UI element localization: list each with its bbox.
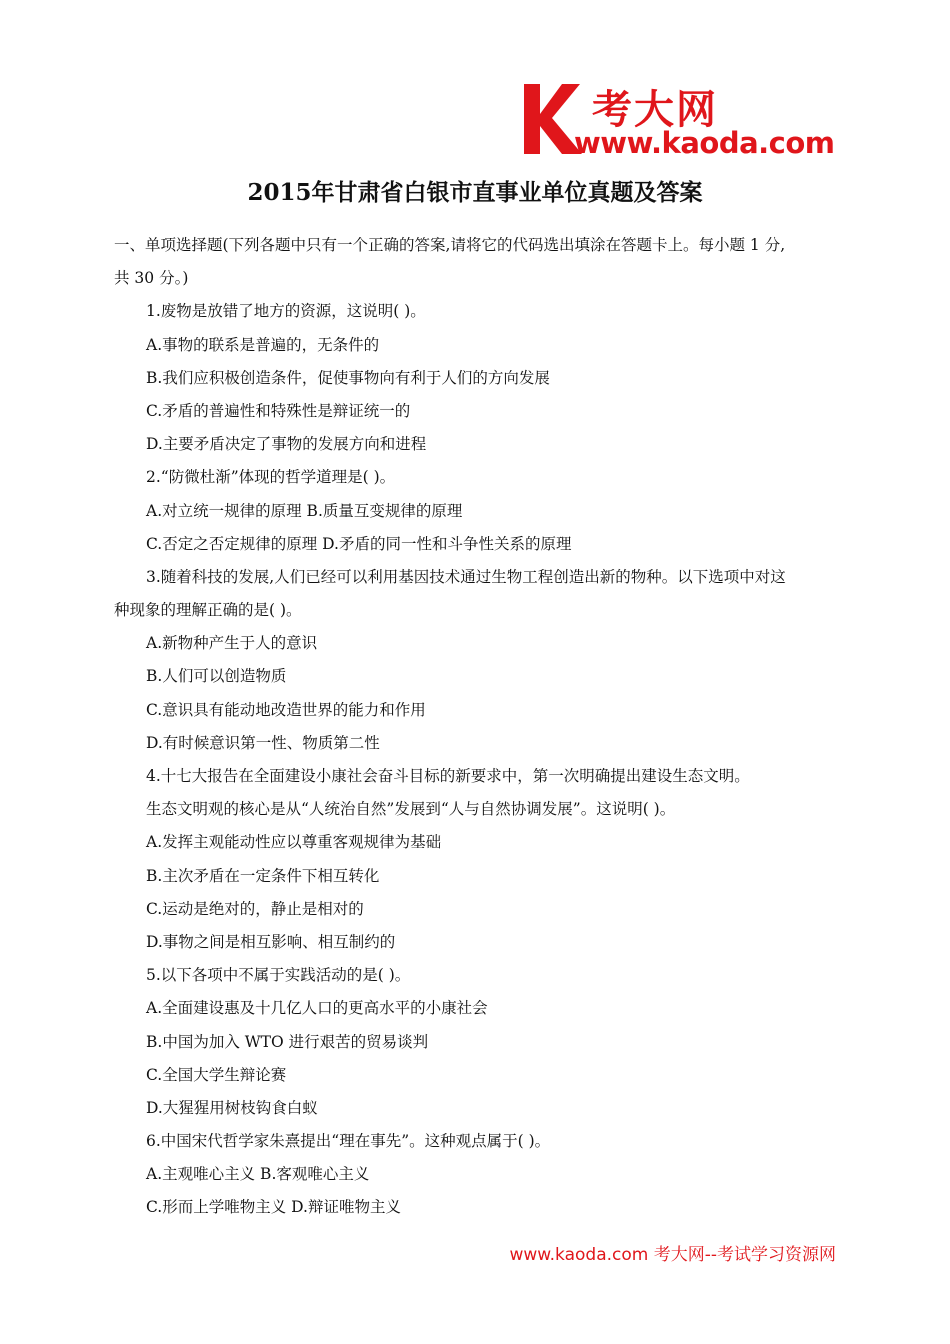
text-line: 4.十七大报告在全面建设小康社会奋斗目标的新要求中，第一次明确提出建设生态文明。: [146, 767, 750, 785]
text-line: D.主要矛盾决定了事物的发展方向和进程: [146, 435, 427, 454]
text-line: A.主观唯心主义 B.客观唯心主义: [146, 1165, 370, 1184]
text-line: A.全面建设惠及十几亿人口的更高水平的小康社会: [146, 999, 488, 1018]
text-line: A.事物的联系是普遍的，无条件的: [146, 335, 380, 354]
document-title: 2015年甘肃省白银市直事业单位真题及答案: [247, 179, 703, 206]
text-line: C.全国大学生辩论赛: [146, 1065, 287, 1084]
text-line: B.中国为加入 WTO 进行艰苦的贸易谈判: [146, 1032, 429, 1051]
text-line: B.人们可以创造物质: [146, 667, 287, 686]
text-line: C.形而上学唯物主义 D.辩证唯物主义: [146, 1198, 401, 1217]
text-line: 1.废物是放错了地方的资源，这说明( )。: [146, 302, 426, 321]
document-body: [114, 229, 836, 1225]
text-line: 一、单项选择题(下列各题中只有一个正确的答案,请将它的代码选出填涂在答题卡上。每小题 1 分,: [114, 236, 786, 254]
text-line: D.有时候意识第一性、物质第二性: [146, 733, 380, 752]
text-line: 种现象的理解正确的是( )。: [114, 601, 302, 620]
text-line: C.意识具有能动地改造世界的能力和作用: [146, 700, 426, 719]
logo-chinese-name: 考大网: [592, 87, 718, 133]
text-line: 6.中国宋代哲学家朱熹提出“理在事先”。这种观点属于( )。: [146, 1132, 551, 1151]
text-line: C.矛盾的普遍性和特殊性是辩证统一的: [146, 401, 411, 420]
text-line: 5.以下各项中不属于实践活动的是( )。: [146, 966, 411, 985]
text-line: C.运动是绝对的，静止是相对的: [146, 899, 364, 918]
text-line: 共 30 分。): [114, 269, 189, 288]
text-line: B.我们应积极创造条件，促使事物向有利于人们的方向发展: [146, 368, 550, 387]
kaoda-logo: [522, 78, 842, 162]
text-line: C.否定之否定规律的原理 D.矛盾的同一性和斗争性关系的原理: [146, 534, 572, 553]
logo-url: www.kaoda.com: [574, 126, 835, 160]
text-line: 3.随着科技的发展,人们已经可以利用基因技术通过生物工程创造出新的物种。以下选项中对这: [146, 567, 786, 586]
text-line: D.事物之间是相互影响、相互制约的: [146, 932, 396, 951]
text-line: A.对立统一规律的原理 B.质量互变规律的原理: [146, 501, 463, 520]
text-line: 2.“防微杜渐”体现的哲学道理是( )。: [146, 468, 396, 487]
text-line: A.发挥主观能动性应以尊重客观规律为基础: [146, 833, 442, 852]
text-line: B.主次矛盾在一定条件下相互转化: [146, 866, 380, 885]
footer-link[interactable]: www.kaoda.com 考大网--考试学习资源网: [509, 1245, 836, 1265]
text-line: D.大猩猩用树枝钩食白蚁: [146, 1098, 318, 1117]
text-line: 生态文明观的核心是从“人统治自然”发展到“人与自然协调发展”。这说明( )。: [146, 800, 676, 819]
text-line: A.新物种产生于人的意识: [146, 634, 318, 653]
